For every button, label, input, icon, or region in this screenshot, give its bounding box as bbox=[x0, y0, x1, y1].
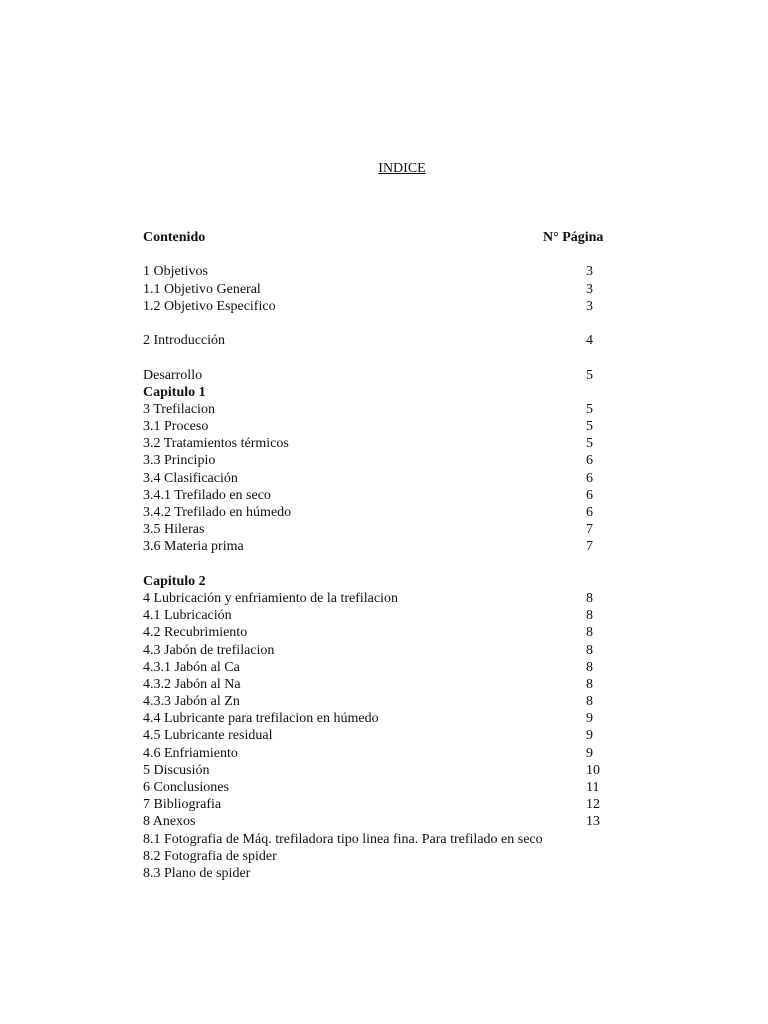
toc-entry-page-number: 8 bbox=[586, 676, 593, 692]
toc-entry bbox=[143, 281, 613, 298]
toc-entry-page-number: 12 bbox=[586, 797, 600, 813]
toc-entry-label: 8.2 Fotografia de spider bbox=[143, 848, 277, 864]
toc-entry-page-number: 8 bbox=[586, 590, 593, 606]
toc-entry-page-number: 5 bbox=[586, 367, 593, 383]
toc-entry-page-number: 5 bbox=[586, 401, 593, 417]
toc-entry-page-number: 6 bbox=[586, 453, 593, 469]
toc-entry-label: 4.4 Lubricante para trefilacion en húmedo bbox=[143, 711, 379, 727]
toc-entry-page-number: 9 bbox=[586, 711, 593, 727]
toc-entry bbox=[143, 401, 613, 418]
toc-entry-label: 8.3 Plano de spider bbox=[143, 865, 251, 881]
toc-entry-label: 3.6 Materia prima bbox=[143, 539, 244, 555]
toc-entry-page-number: 7 bbox=[586, 522, 593, 538]
toc-entry bbox=[143, 607, 613, 624]
toc-entry-label: 2 Introducción bbox=[143, 333, 226, 349]
toc-entry-page-number: 8 bbox=[586, 608, 593, 624]
toc-entry-page-number: 3 bbox=[586, 298, 593, 314]
toc-entry bbox=[143, 727, 613, 744]
toc-entry bbox=[143, 624, 613, 641]
toc-entry-page-number: 8 bbox=[586, 625, 593, 641]
toc-entry bbox=[143, 332, 613, 349]
toc-entry bbox=[143, 263, 613, 280]
toc-entry bbox=[143, 470, 613, 487]
toc-entry-page-number: 7 bbox=[586, 539, 593, 555]
toc-entry bbox=[143, 693, 613, 710]
toc-entry-label: 6 Conclusiones bbox=[143, 780, 229, 795]
toc-chapter-heading bbox=[143, 384, 613, 401]
content-column-label: Contenido bbox=[143, 230, 206, 245]
toc-entry-page-number: 5 bbox=[586, 436, 593, 452]
toc-entry-label: 4.1 Lubricación bbox=[143, 608, 232, 624]
toc-entry-page-number: 6 bbox=[586, 487, 593, 503]
toc-entry bbox=[143, 642, 613, 659]
toc-entry bbox=[143, 831, 613, 848]
toc-entry bbox=[143, 745, 613, 762]
toc-entry-label: 1.2 Objetivo Especifico bbox=[143, 298, 276, 314]
toc-entry-page-number: 8 bbox=[586, 659, 593, 675]
toc-entry-label: 3 Trefilacion bbox=[143, 401, 215, 417]
toc-entry bbox=[143, 452, 613, 469]
toc-entry-page-number: 9 bbox=[586, 728, 593, 744]
toc-entry-page-number: 8 bbox=[586, 642, 593, 658]
toc-entry-label: 3.5 Hileras bbox=[143, 522, 205, 538]
toc-entry-label: 4.3.2 Jabón al Na bbox=[143, 676, 241, 692]
toc-entry bbox=[143, 367, 613, 384]
toc-entry-label: Desarrollo bbox=[143, 367, 203, 383]
toc-entry-page-number: 9 bbox=[586, 745, 593, 761]
toc-entry bbox=[143, 762, 613, 779]
toc-entry-label: 4.3 Jabón de trefilacion bbox=[143, 642, 275, 658]
toc-entry bbox=[143, 298, 613, 315]
toc-entry-label: 4.6 Enfriamiento bbox=[143, 745, 238, 761]
toc-entry-label: 1.1 Objetivo General bbox=[143, 281, 261, 297]
toc-entry-label: 7 Bibliografia bbox=[143, 797, 222, 813]
toc-entry-label: 3.3 Principio bbox=[143, 453, 216, 469]
toc-entry-page-number: 10 bbox=[586, 762, 600, 778]
toc-entry-label: Capitulo 2 bbox=[143, 573, 206, 589]
toc-entry bbox=[143, 504, 613, 521]
toc-header bbox=[143, 229, 613, 246]
toc-entry-label: 8.1 Fotografia de Máq. trefiladora tipo linea fina. Para trefilado en seco bbox=[143, 831, 543, 847]
toc-entry bbox=[143, 848, 613, 865]
toc-entry-page-number: 4 bbox=[586, 333, 593, 349]
toc-entry-page-number: 11 bbox=[586, 780, 600, 795]
toc-entry bbox=[143, 487, 613, 504]
toc-entry-label: 4.5 Lubricante residual bbox=[143, 728, 273, 744]
table-of-contents bbox=[143, 229, 613, 882]
page-title: INDICE bbox=[378, 161, 426, 176]
toc-entry-label: 4.3.3 Jabón al Zn bbox=[143, 694, 240, 710]
toc-entry-label: 1 Objetivos bbox=[143, 264, 208, 280]
toc-entry-label: 3.4.1 Trefilado en seco bbox=[143, 487, 271, 503]
toc-entry-page-number: 6 bbox=[586, 470, 593, 486]
toc-chapter-heading bbox=[143, 573, 613, 590]
toc-entry-label: 8 Anexos bbox=[143, 814, 196, 830]
toc-entry-page-number: 5 bbox=[586, 419, 593, 435]
toc-entry-page-number: 13 bbox=[586, 814, 600, 830]
toc-entry bbox=[143, 796, 613, 813]
toc-entry-label: 4 Lubricación y enfriamiento de la trefilacion bbox=[143, 590, 399, 606]
toc-entry bbox=[143, 710, 613, 727]
toc-entry bbox=[143, 865, 613, 882]
toc-entry bbox=[143, 538, 613, 555]
toc-entry-label: Capitulo 1 bbox=[143, 384, 206, 400]
toc-entry-page-number: 3 bbox=[586, 264, 593, 280]
toc-entry-label: 3.4.2 Trefilado en húmedo bbox=[143, 505, 292, 520]
toc-entry-label: 3.4 Clasificación bbox=[143, 470, 238, 486]
toc-entries bbox=[143, 263, 613, 882]
toc-entry bbox=[143, 521, 613, 538]
page-column-label: N° Página bbox=[543, 230, 604, 245]
toc-entry bbox=[143, 659, 613, 676]
toc-entry-page-number: 8 bbox=[586, 694, 593, 710]
toc-entry bbox=[143, 418, 613, 435]
toc-entry bbox=[143, 590, 613, 607]
toc-entry-label: 4.2 Recubrimiento bbox=[143, 625, 248, 641]
toc-entry bbox=[143, 813, 613, 830]
toc-entry-page-number: 6 bbox=[586, 505, 593, 520]
toc-entry bbox=[143, 676, 613, 693]
toc-entry-label: 3.2 Tratamientos térmicos bbox=[143, 436, 289, 452]
toc-entry-label: 5 Discusión bbox=[143, 762, 210, 778]
toc-entry-page-number: 3 bbox=[586, 281, 593, 297]
toc-entry bbox=[143, 435, 613, 452]
toc-entry bbox=[143, 779, 613, 796]
toc-entry-label: 3.1 Proceso bbox=[143, 419, 209, 435]
toc-entry-label: 4.3.1 Jabón al Ca bbox=[143, 659, 240, 675]
